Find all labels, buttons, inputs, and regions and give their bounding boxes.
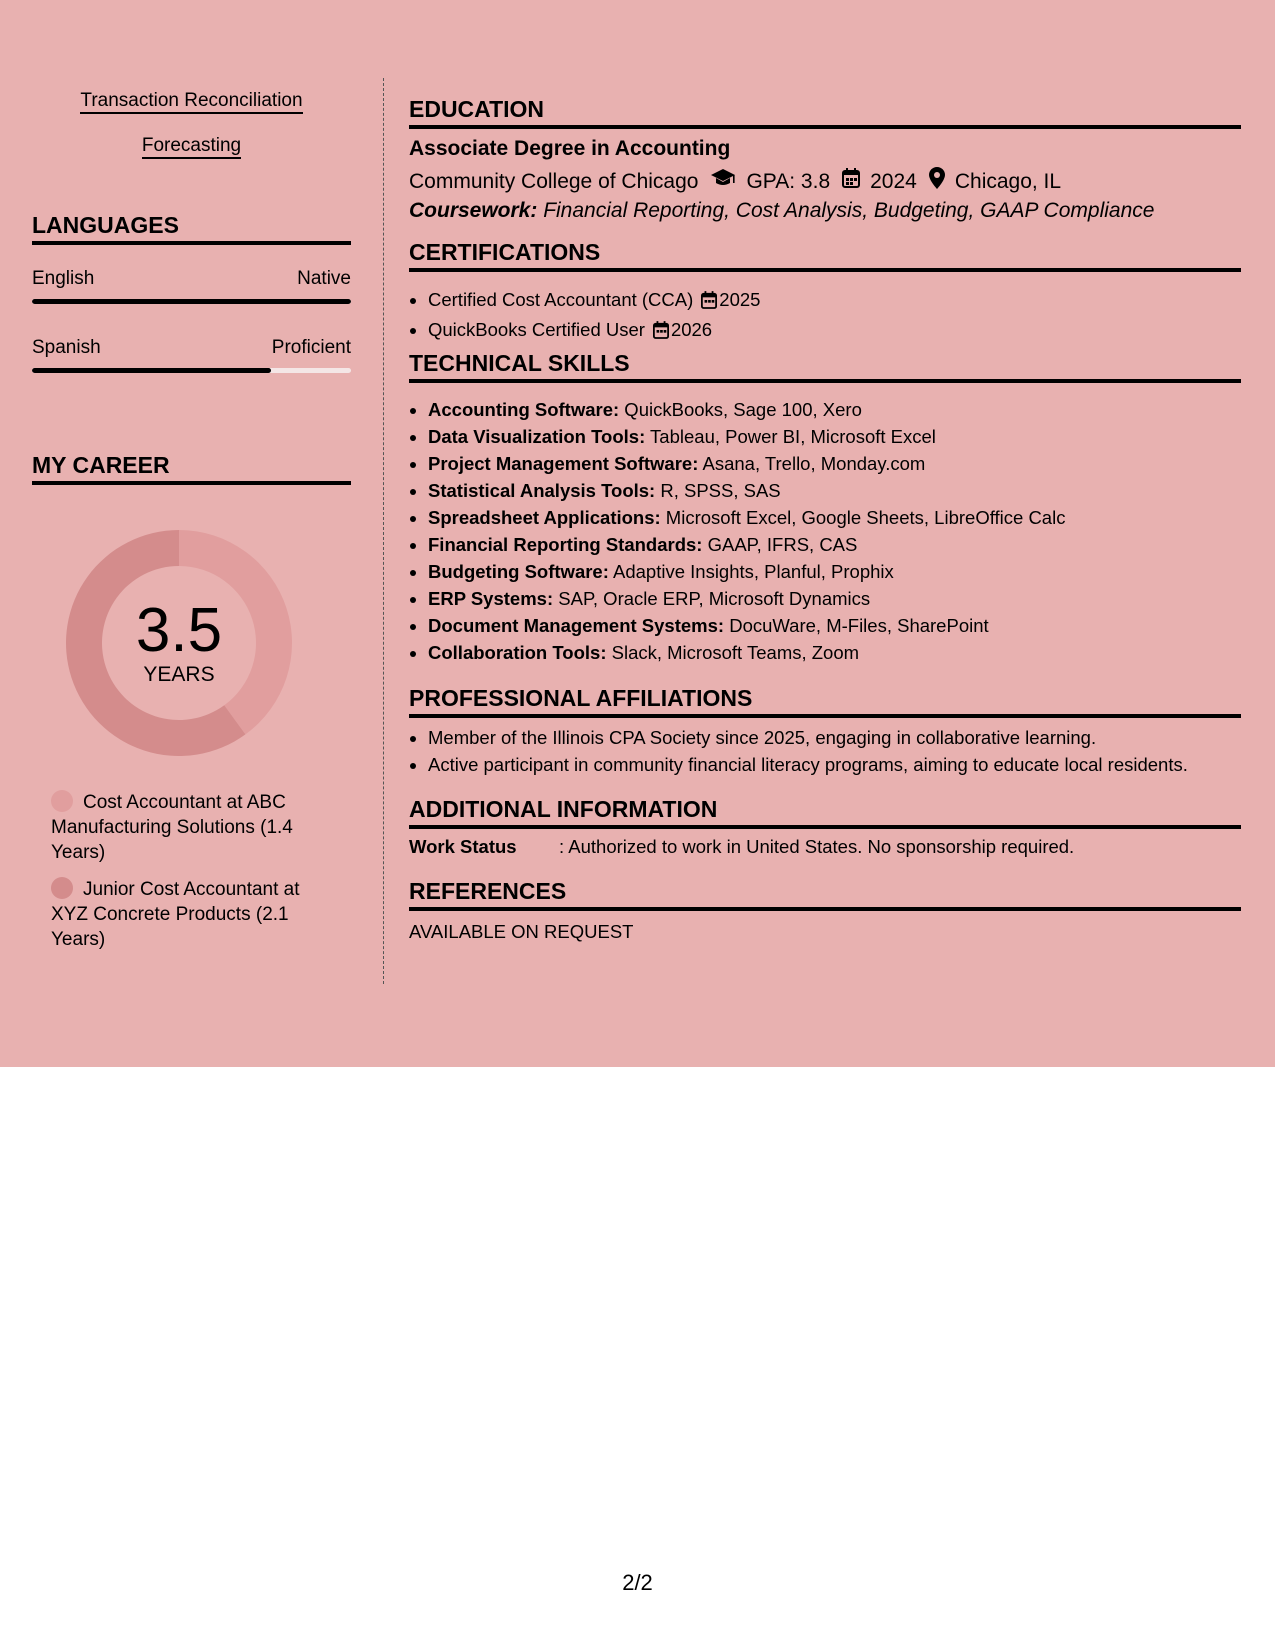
location-pin-icon <box>929 167 945 196</box>
language-level-bar <box>32 368 351 373</box>
career-legend-label: Cost Accountant at ABC Manufacturing Solutions (1.4 Years) <box>51 792 293 863</box>
certification-item <box>428 286 760 316</box>
affiliations-list <box>409 724 1188 778</box>
technical-skill-values: SAP, Oracle ERP, Microsoft Dynamics <box>553 588 871 609</box>
certification-name: Certified Cost Accountant (CCA) <box>428 289 694 310</box>
language-name: English <box>32 268 95 289</box>
technical-skill-values: Tableau, Power BI, Microsoft Excel <box>645 426 936 447</box>
education-coursework <box>409 198 1154 224</box>
calendar-icon <box>701 289 717 316</box>
technical-skill-item <box>428 558 1065 585</box>
technical-skill-category: Data Visualization Tools: <box>428 426 646 447</box>
technical-skill-item <box>428 639 1065 666</box>
technical-skill-values: Slack, Microsoft Teams, Zoom <box>606 642 860 663</box>
technical-skill-item <box>428 585 1065 612</box>
technical-skill-category: Accounting Software: <box>428 399 620 420</box>
education-degree: Associate Degree in Accounting <box>409 137 731 160</box>
technical-skill-category: Statistical Analysis Tools: <box>428 480 656 501</box>
certification-name: QuickBooks Certified User <box>428 319 645 340</box>
coursework-label: Coursework: <box>409 199 538 222</box>
career-total-years: 3.5 <box>135 596 223 665</box>
career-heading: MY CAREER <box>32 451 351 485</box>
technical-skill-values: DocuWare, M-Files, SharePoint <box>724 615 989 636</box>
page-number: 2/2 <box>622 1570 653 1595</box>
education-year: 2024 <box>870 169 917 193</box>
skill-tag <box>32 89 351 113</box>
technical-skill-category: Budgeting Software: <box>428 561 609 582</box>
technical-skill-item <box>428 396 1065 423</box>
additional-info-heading: ADDITIONAL INFORMATION <box>409 795 1241 829</box>
certification-year: 2026 <box>670 319 713 340</box>
work-status <box>409 835 1074 859</box>
affiliation-item: • Member of the Illinois CPA Society since 2025, engaging in collaborative learning. <box>428 724 1188 751</box>
graduation-cap-icon <box>710 168 736 195</box>
technical-skill-category: Project Management Software: <box>428 453 699 474</box>
technical-skill-values: Asana, Trello, Monday.com <box>698 453 926 474</box>
technical-skill-item <box>428 423 1065 450</box>
technical-skills-list <box>409 396 1065 666</box>
language-name: Spanish <box>32 337 101 358</box>
column-divider <box>383 78 384 984</box>
work-status-value: : Authorized to work in United States. No sponsorship required. <box>559 836 1075 857</box>
technical-skill-item <box>428 612 1065 639</box>
technical-skills-heading: TECHNICAL SKILLS <box>409 349 1241 383</box>
education-school: Community College of Chicago <box>409 169 699 193</box>
language-level: Native <box>297 268 351 289</box>
technical-skill-values: R, SPSS, SAS <box>655 480 781 501</box>
technical-skill-values: GAAP, IFRS, CAS <box>702 534 858 555</box>
technical-skill-item <box>428 531 1065 558</box>
technical-skill-category: ERP Systems: <box>428 588 554 609</box>
technical-skill-category: Financial Reporting Standards: <box>428 534 703 555</box>
career-donut-chart <box>66 530 292 756</box>
career-legend-label: Junior Cost Accountant at XYZ Concrete Products (2.1 Years) <box>51 879 300 950</box>
references-text: AVAILABLE ON REQUEST <box>409 921 634 942</box>
career-legend-item <box>51 877 321 952</box>
technical-skill-category: Spreadsheet Applications: <box>428 507 661 528</box>
certification-item <box>428 316 760 346</box>
language-level-bar <box>32 299 351 304</box>
languages-heading: LANGUAGES <box>32 211 351 245</box>
skill-tag-label: Forecasting <box>142 135 241 159</box>
affiliations-heading: PROFESSIONAL AFFILIATIONS <box>409 684 1241 718</box>
education-details <box>409 167 1061 196</box>
career-total <box>66 530 292 756</box>
legend-dot <box>51 790 73 812</box>
education-heading: EDUCATION <box>409 95 1241 129</box>
technical-skill-item <box>428 450 1065 477</box>
certifications-heading: CERTIFICATIONS <box>409 238 1241 272</box>
certification-year: 2025 <box>719 289 761 310</box>
career-total-unit: YEARS <box>143 663 215 686</box>
technical-skill-values: Adaptive Insights, Planful, Prophix <box>608 561 894 582</box>
certifications-list <box>409 286 760 346</box>
calendar-icon <box>842 168 860 195</box>
work-status-label: Work Status <box>409 836 517 857</box>
language-row <box>32 336 351 360</box>
language-level-fill <box>32 368 271 373</box>
technical-skill-category: Document Management Systems: <box>428 615 725 636</box>
technical-skill-values: Microsoft Excel, Google Sheets, LibreOffice Calc <box>660 507 1066 528</box>
technical-skill-item <box>428 504 1065 531</box>
language-level-fill <box>32 299 351 304</box>
technical-skill-values: QuickBooks, Sage 100, Xero <box>619 399 862 420</box>
calendar-icon <box>653 319 669 346</box>
legend-dot <box>51 877 73 899</box>
references-heading: REFERENCES <box>409 877 1241 911</box>
language-level: Proficient <box>271 337 351 358</box>
education-location: Chicago, IL <box>954 169 1062 193</box>
language-row <box>32 267 351 291</box>
skill-tag <box>32 134 351 158</box>
skill-tag-label: Transaction Reconciliation <box>80 90 302 114</box>
affiliation-item: • Active participant in community financial literacy programs, aiming to educate local residents. <box>428 751 1188 778</box>
career-legend-item <box>51 790 321 865</box>
coursework-list: Financial Reporting, Cost Analysis, Budgeting, GAAP Compliance <box>537 199 1155 222</box>
technical-skill-item <box>428 477 1065 504</box>
technical-skill-category: Collaboration Tools: <box>428 642 607 663</box>
education-gpa: GPA: 3.8 <box>746 169 831 193</box>
